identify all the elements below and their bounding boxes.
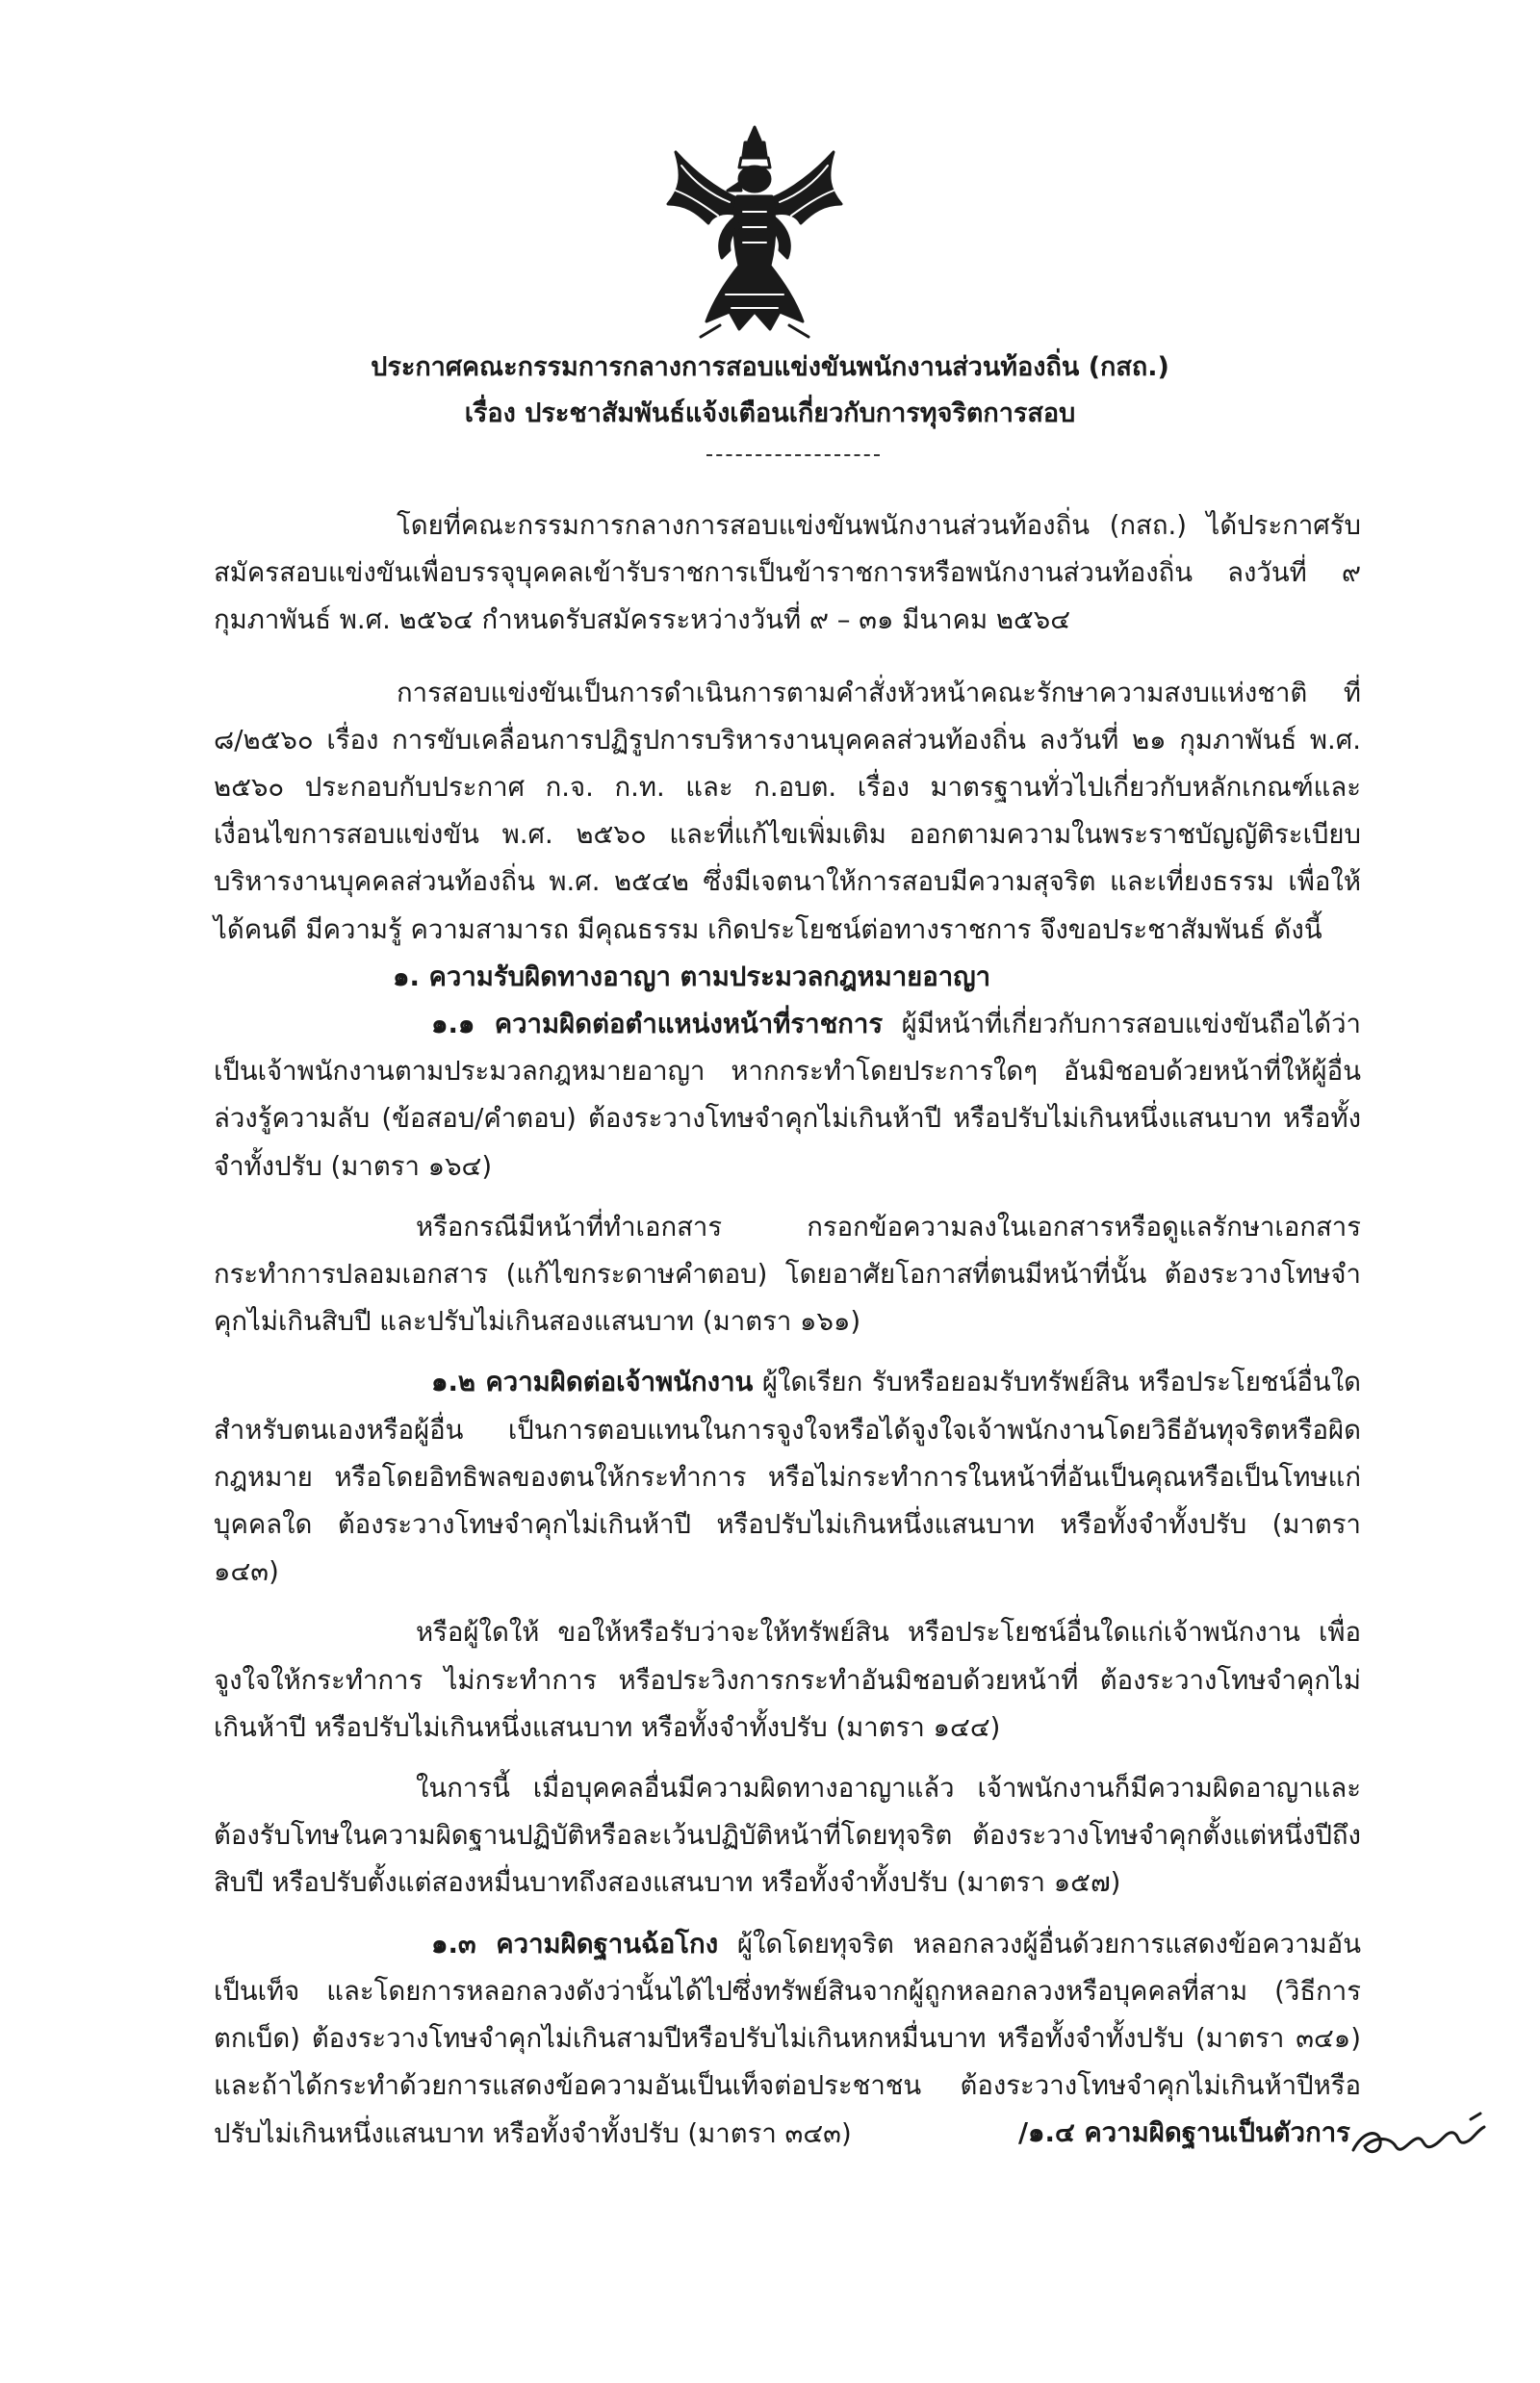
section-1-3-text: ผู้ใดโดยทุจริต หลอกลวงผู้อื่นด้วยการแสดงข้อความอันเป็นเท็จ และโดยการหลอกลวงดังว่านั้นได้ไปซึ่งทรัพย์สินจากผู้ถูกหลอกลวงหรือบุคคลที่สาม (วิธีการตกเบ็ด) ต้องระวางโทษจำคุกไม่เกินสามปีหรือปรับไม่เกินหกหมื่นบาท หรือทั้งจำทั้งปรับ (มาตรา ๓๔๑) และถ้าได้กระทำด้วยการแสดงข้อความอันเป็นเท็จต่อประชาชน ต้องระวางโทษจำคุกไม่เกินห้าปีหรือปรับไม่เกินหนึ่งแสนบาท หรือทั้งจำทั้งปรับ (มาตรา ๓๔๓) <box>214 1928 1361 2149</box>
announcement-subject: เรื่อง ประชาสัมพันธ์แจ้งเตือนเกี่ยวกับการทุจริตการสอบ <box>464 398 1076 428</box>
paragraph-legal-basis: การสอบแข่งขันเป็นการดำเนินการตามคำสั่งหัวหน้าคณะรักษาความสงบแห่งชาติ ที่ ๘/๒๕๖๐ เรื่อง การขับเคลื่อนการปฏิรูปการบริหารงานบุคคลส่วนท้องถิ่น ลงวันที่ ๒๑ กุมภาพันธ์ พ.ศ. ๒๕๖๐ ประกอบกับประกาศ ก.จ. ก.ท. และ ก.อบต. เรื่อง มาตรฐานทั่วไปเกี่ยวกับหลักเกณฑ์และเงื่อนไขการสอบแข่งขัน พ.ศ. ๒๕๖๐ และที่แก้ไขเพิ่มเติม ออกตามความในพระราชบัญญัติระเบียบบริหารงานบุคคลส่วนท้องถิ่น พ.ศ. ๒๕๔๒ ซึ่งมีเจตนาให้การสอบมีความสุจริต และเที่ยงธรรม เพื่อให้ได้คนดี มีความรู้ ความสามารถ มีคุณธรรม เกิดประโยชน์ต่อทางราชการ จึงขอประชาสัมพันธ์ ดังนี้ <box>214 677 1361 945</box>
section-1-3-title: ๑.๓ ความผิดฐานฉ้อโกง <box>431 1928 719 1960</box>
document-body <box>214 502 1361 2158</box>
section-1-2-text: ผู้ใดเรียก รับหรือยอมรับทรัพย์สิน หรือประโยชน์อื่นใดสำหรับตนเองหรือผู้อื่น เป็นการตอบแทนในการจูงใจหรือได้จูงใจเจ้าพนักงานโดยวิธีอันทุจริตหรือผิดกฎหมาย หรือโดยอิทธิพลของตนให้กระทำการ หรือไม่กระทำการในหน้าที่อันเป็นคุณหรือเป็นโทษแก่บุคคลใด ต้องระวางโทษจำคุกไม่เกินห้าปี หรือปรับไม่เกินหนึ่งแสนบาท หรือทั้งจำทั้งปรับ (มาตรา ๑๔๓) <box>214 1367 1362 1588</box>
section-1-2-title: ๑.๒ ความผิดต่อเจ้าพนักงาน <box>431 1367 754 1398</box>
garuda-emblem-icon <box>662 123 847 341</box>
paragraph-1-2-b: หรือผู้ใดให้ ขอให้หรือรับว่าจะให้ทรัพย์สิน หรือประโยชน์อื่นใดแก่เจ้าพนักงาน เพื่อจูงใจให้กระทำการ ไม่กระทำการ หรือประวิงการกระทำอันมิชอบด้วยหน้าที่ ต้องระวางโทษจำคุกไม่เกินห้าปี หรือปรับไม่เกินหนึ่งแสนบาท หรือทั้งจำทั้งปรับ (มาตรา ๑๔๔) <box>214 1617 1361 1743</box>
section-1-heading: ๑. ความรับผิดทางอาญา ตามประมวลกฎหมายอาญา <box>393 961 991 992</box>
paragraph-1-2-c: ในการนี้ เมื่อบุคคลอื่นมีความผิดทางอาญาแล้ว เจ้าพนักงานก็มีความผิดอาญาและต้องรับโทษในความผิดฐานปฏิบัติหรือละเว้นปฏิบัติหน้าที่โดยทุจริต ต้องระวางโทษจำคุกตั้งแต่หนึ่งปีถึงสิบปี หรือปรับตั้งแต่สองหมื่นบาทถึงสองแสนบาท หรือทั้งจำทั้งปรับ (มาตรา ๑๕๗) <box>214 1773 1361 1899</box>
section-1-1 <box>214 1001 1361 1191</box>
signature-initials-icon <box>1346 2102 1490 2169</box>
continuation-note: /๑.๔ ความผิดฐานเป็นตัวการ <box>1018 2117 1350 2148</box>
paragraph-1-1-b: หรือกรณีมีหน้าที่ทำเอกสาร กรอกข้อความลงในเอกสารหรือดูแลรักษาเอกสาร กระทำการปลอมเอกสาร (แก้ไขกระดาษคำตอบ) โดยอาศัยโอกาสที่ตนมีหน้าที่นั้น ต้องระวางโทษจำคุกไม่เกินสิบปี และปรับไม่เกินสองแสนบาท (มาตรา ๑๖๑) <box>214 1211 1361 1338</box>
section-1-1-title: ๑.๑ ความผิดต่อตำแหน่งหน้าที่ราชการ <box>431 1009 884 1040</box>
paragraph-intro: โดยที่คณะกรรมการกลางการสอบแข่งขันพนักงานส่วนท้องถิ่น (กสถ.) ได้ประกาศรับสมัครสอบแข่งขันเพื่อบรรจุบุคคลเข้ารับราชการเป็นข้าราชการหรือพนักงานส่วนท้องถิ่น ลงวันที่ ๙ กุมภาพันธ์ พ.ศ. ๒๕๖๔ กำหนดรับสมัครระหว่างวันที่ ๙ – ๓๑ มีนาคม ๒๕๖๔ <box>214 510 1361 636</box>
announcement-title: ประกาศคณะกรรมการกลางการสอบแข่งขันพนักงานส่วนท้องถิ่น (กสถ.) <box>371 352 1169 382</box>
title-divider <box>706 454 880 456</box>
section-1-1-text: ผู้มีหน้าที่เกี่ยวกับการสอบแข่งขันถือได้ว่าเป็นเจ้าพนักงานตามประมวลกฎหมายอาญา หากกระทำโดยประการใดๆ อันมิชอบด้วยหน้าที่ให้ผู้อื่นล่วงรู้ความลับ (ข้อสอบ/คำตอบ) ต้องระวางโทษจำคุกไม่เกินห้าปี หรือปรับไม่เกินหนึ่งแสนบาท หรือทั้งจำทั้งปรับ (มาตรา ๑๖๔) <box>214 1009 1361 1182</box>
section-1-2 <box>214 1359 1361 1596</box>
